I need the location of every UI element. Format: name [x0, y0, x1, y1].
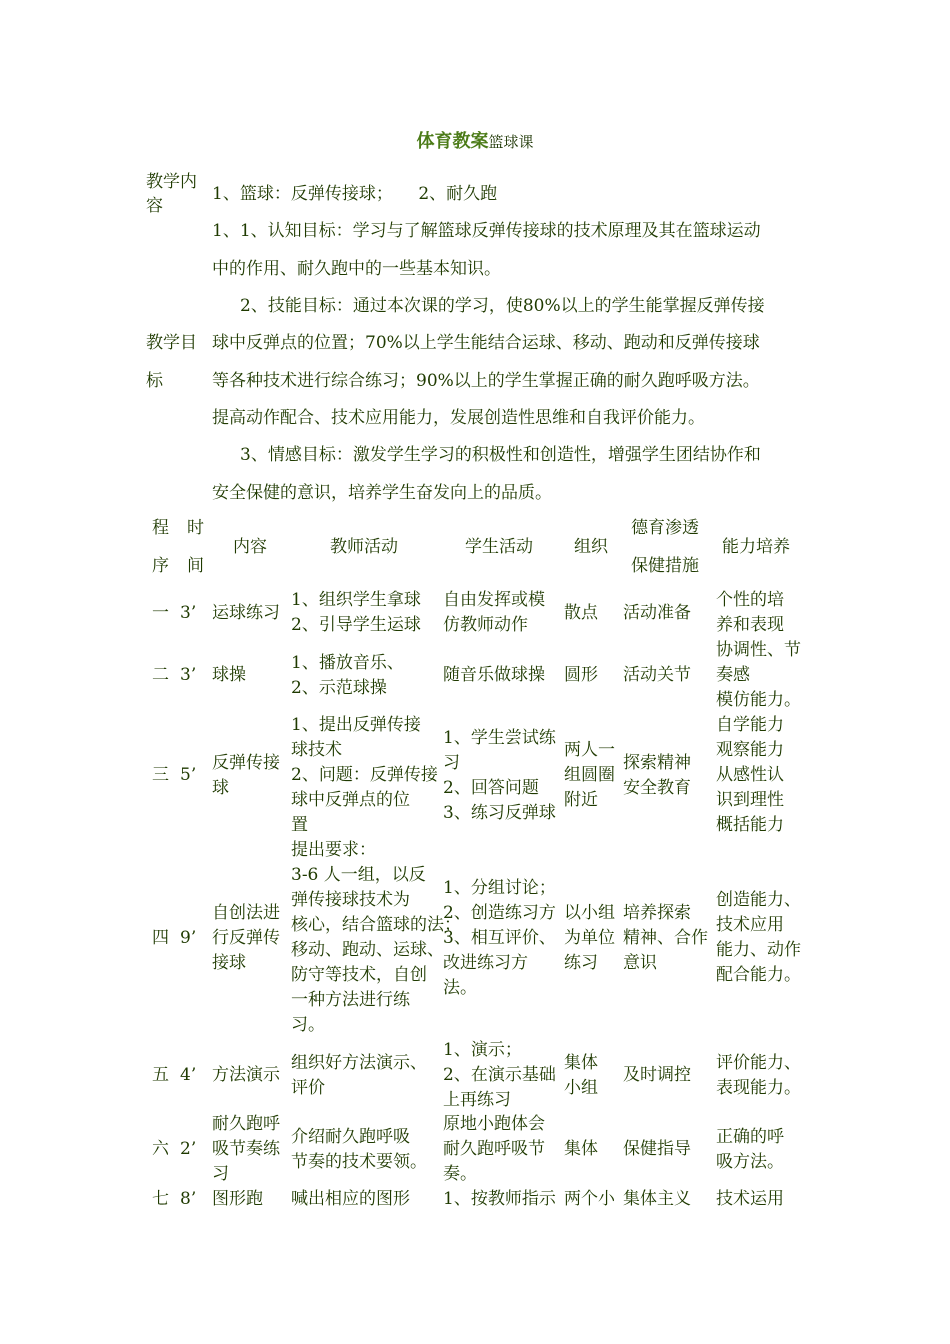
- row-org-line: 为单位: [564, 927, 615, 948]
- objective-line: 3、情感目标：激发学生学习的积极性和创造性，增强学生团结协作和: [240, 445, 761, 465]
- row-time: 9’: [180, 927, 197, 948]
- row-student-line: 改进练习方: [443, 952, 528, 973]
- row-student-line: 2、在演示基础: [443, 1065, 556, 1085]
- objective-line: 安全保健的意识，培养学生奋发向上的品质。: [212, 483, 552, 503]
- row-student-line: 3、相互评价、: [443, 927, 556, 948]
- header-org: 组织: [574, 537, 608, 557]
- row-teacher-line: 移动、跑动、运球、: [291, 940, 444, 960]
- row-content-line: 运球练习: [212, 602, 280, 623]
- row-ability-line: 技术运用: [716, 1189, 784, 1209]
- row-student-line: 随音乐做球操: [443, 665, 545, 685]
- row-teacher-line: 防守等技术，自创: [291, 965, 427, 985]
- row-student-line: 1、按教师指示: [443, 1189, 556, 1209]
- header-moral-bottom: 保健措施: [631, 556, 699, 576]
- content-label-line1: 教学内: [146, 172, 197, 192]
- row-ability-line: 个性的培: [716, 590, 784, 610]
- row-teacher-line: 弹传接球技术为: [291, 890, 410, 910]
- row-org-line: 两个小: [564, 1189, 615, 1209]
- row-content-line: 自创法进: [212, 902, 280, 923]
- row-ability-line: 养和表现: [716, 615, 784, 635]
- header-seq-bottom: 序: [152, 556, 169, 576]
- row-seq: 六: [152, 1139, 169, 1159]
- row-teacher-line: 球中反弹点的位: [291, 790, 410, 810]
- row-org-line: 组圆圈: [564, 765, 615, 785]
- row-seq: 一: [152, 602, 169, 623]
- row-teacher-line: 喊出相应的图形: [291, 1189, 410, 1209]
- row-content-line: 图形跑: [212, 1189, 263, 1209]
- row-student-line: 1、学生尝试练: [443, 727, 556, 748]
- row-org-line: 集体: [564, 1052, 598, 1073]
- row-ability-line: 概括能力: [716, 815, 784, 835]
- row-student-line: 1、演示；: [443, 1040, 522, 1060]
- row-teacher-line: 1、提出反弹传接: [291, 715, 421, 735]
- objective-line: 中的作用、耐久跑中的一些基本知识。: [212, 259, 501, 279]
- row-teacher-line: 置: [291, 815, 308, 835]
- row-content-line: 方法演示: [212, 1065, 280, 1085]
- row-student-line: 仿教师动作: [443, 615, 528, 635]
- row-ability-line: 创造能力、: [716, 890, 801, 910]
- row-seq: 二: [152, 665, 169, 685]
- row-time: 3’: [180, 665, 197, 685]
- row-org-line: 练习: [564, 952, 598, 973]
- row-time: 4’: [180, 1065, 197, 1085]
- row-org-line: 两人一: [564, 740, 615, 760]
- objective-line: 2、技能目标：通过本次课的学习，使80%以上的学生能掌握反弹传接: [240, 296, 765, 316]
- content-label-line2: 容: [146, 196, 163, 216]
- row-org-line: 集体: [564, 1139, 598, 1159]
- row-teacher-line: 2、问题：反弹传接: [291, 765, 438, 785]
- row-org-line: 小组: [564, 1077, 598, 1098]
- row-teacher-line: 核心，结合篮球的法；: [291, 915, 461, 935]
- row-ability-line: 协调性、节: [716, 640, 801, 660]
- row-moral-line: 及时调控: [623, 1065, 691, 1085]
- row-ability-line: 评价能力、: [716, 1052, 801, 1073]
- header-time-bottom: 间: [187, 556, 204, 576]
- row-seq: 五: [152, 1065, 169, 1085]
- row-moral-line: 集体主义: [623, 1189, 691, 1209]
- row-content-line: 吸节奏练: [212, 1139, 280, 1159]
- row-student-line: 2、回答问题: [443, 777, 539, 798]
- row-teacher-line: 一种方法进行练: [291, 990, 410, 1010]
- row-teacher-line: 提出要求：: [291, 840, 376, 860]
- row-ability-line: 从感性认: [716, 765, 784, 785]
- row-content-line: 习: [212, 1164, 229, 1184]
- row-teacher-line: 3-6 人一组，以反: [291, 865, 426, 885]
- row-student-line: 3、练习反弹球: [443, 802, 556, 823]
- header-teacher: 教师活动: [330, 537, 398, 557]
- row-moral-line: 培养探索: [623, 902, 691, 923]
- header-content: 内容: [233, 537, 267, 557]
- row-teacher-line: 2、示范球操: [291, 677, 387, 698]
- header-time-top: 时: [187, 518, 204, 538]
- row-time: 5’: [180, 765, 197, 785]
- row-student-line: 上再练习: [443, 1090, 511, 1110]
- row-teacher-line: 习。: [291, 1015, 325, 1035]
- row-moral-line: 活动关节: [623, 665, 691, 685]
- row-org-line: 以小组: [564, 902, 615, 923]
- row-org-line: 附近: [564, 790, 598, 810]
- row-moral-line: 意识: [623, 952, 657, 973]
- row-student-line: 耐久跑呼吸节: [443, 1139, 545, 1159]
- row-student-line: 法。: [443, 977, 477, 998]
- content-text: 1、篮球：反弹传接球； 2、耐久跑: [212, 184, 498, 204]
- row-student-line: 习: [443, 752, 460, 773]
- title-main: 体育教案: [416, 131, 489, 152]
- row-ability-line: 配合能力。: [716, 965, 801, 985]
- row-content-line: 接球: [212, 952, 246, 973]
- header-seq-top: 程: [152, 518, 169, 538]
- row-teacher-line: 节奏的技术要领。: [291, 1151, 427, 1172]
- row-ability-line: 模仿能力。: [716, 690, 801, 710]
- objectives-label-line2: 标: [146, 371, 163, 391]
- row-ability-line: 自学能力: [716, 715, 784, 735]
- row-ability-line: 能力、动作: [716, 940, 801, 960]
- row-moral-line: 安全教育: [623, 777, 691, 798]
- row-student-line: 1、分组讨论；: [443, 877, 556, 898]
- row-student-line: 原地小跑体会: [443, 1114, 545, 1134]
- row-teacher-line: 2、引导学生运球: [291, 615, 421, 635]
- row-student-line: 自由发挥或模: [443, 590, 545, 610]
- row-teacher-line: 评价: [291, 1077, 325, 1098]
- row-teacher-line: 介绍耐久跑呼吸: [291, 1126, 410, 1147]
- row-time: 8’: [180, 1189, 197, 1209]
- row-student-line: 奏。: [443, 1164, 477, 1184]
- row-seq: 七: [152, 1189, 169, 1209]
- row-time: 3’: [180, 602, 197, 623]
- header-student: 学生活动: [465, 537, 533, 557]
- objectives-label-line1: 教学目: [146, 333, 197, 353]
- row-teacher-line: 1、播放音乐、: [291, 652, 404, 673]
- objective-line: 提高动作配合、技术应用能力，发展创造性思维和自我评价能力。: [212, 408, 705, 428]
- row-ability-line: 识到理性: [716, 790, 784, 810]
- row-ability-line: 奏感: [716, 665, 750, 685]
- row-teacher-line: 组织好方法演示、: [291, 1052, 427, 1073]
- row-ability-line: 技术应用: [716, 915, 784, 935]
- row-moral-line: 活动准备: [623, 602, 691, 623]
- row-ability-line: 观察能力: [716, 740, 784, 760]
- row-org-line: 散点: [564, 602, 598, 623]
- title-sub: 篮球课: [488, 133, 534, 151]
- row-content-line: 行反弹传: [212, 927, 280, 948]
- header-moral-top: 德育渗透: [631, 518, 699, 538]
- row-moral-line: 精神、合作: [623, 927, 708, 948]
- row-content-line: 球操: [212, 665, 246, 685]
- row-seq: 四: [152, 927, 169, 948]
- objective-line: 1、1、认知目标：学习与了解篮球反弹传接球的技术原理及其在篮球运动: [212, 221, 761, 241]
- row-content-line: 球: [212, 777, 229, 798]
- row-time: 2’: [180, 1139, 197, 1159]
- row-ability-line: 正确的呼: [716, 1126, 784, 1147]
- row-org-line: 圆形: [564, 665, 598, 685]
- row-moral-line: 探索精神: [623, 752, 691, 773]
- row-moral-line: 保健指导: [623, 1139, 691, 1159]
- page-title: [0, 127, 950, 153]
- row-teacher-line: 球技术: [291, 740, 342, 760]
- row-content-line: 耐久跑呼: [212, 1114, 280, 1134]
- objective-line: 球中反弹点的位置；70%以上学生能结合运球、移动、跑动和反弹传接球: [212, 333, 760, 353]
- row-content-line: 反弹传接: [212, 752, 280, 773]
- objective-line: 等各种技术进行综合练习；90%以上的学生掌握正确的耐久跑呼吸方法。: [212, 371, 760, 391]
- header-ability: 能力培养: [722, 537, 790, 557]
- row-ability-line: 吸方法。: [716, 1151, 784, 1172]
- row-student-line: 2、创造练习方: [443, 902, 556, 923]
- row-ability-line: 表现能力。: [716, 1077, 801, 1098]
- row-seq: 三: [152, 765, 169, 785]
- row-teacher-line: 1、组织学生拿球: [291, 590, 421, 610]
